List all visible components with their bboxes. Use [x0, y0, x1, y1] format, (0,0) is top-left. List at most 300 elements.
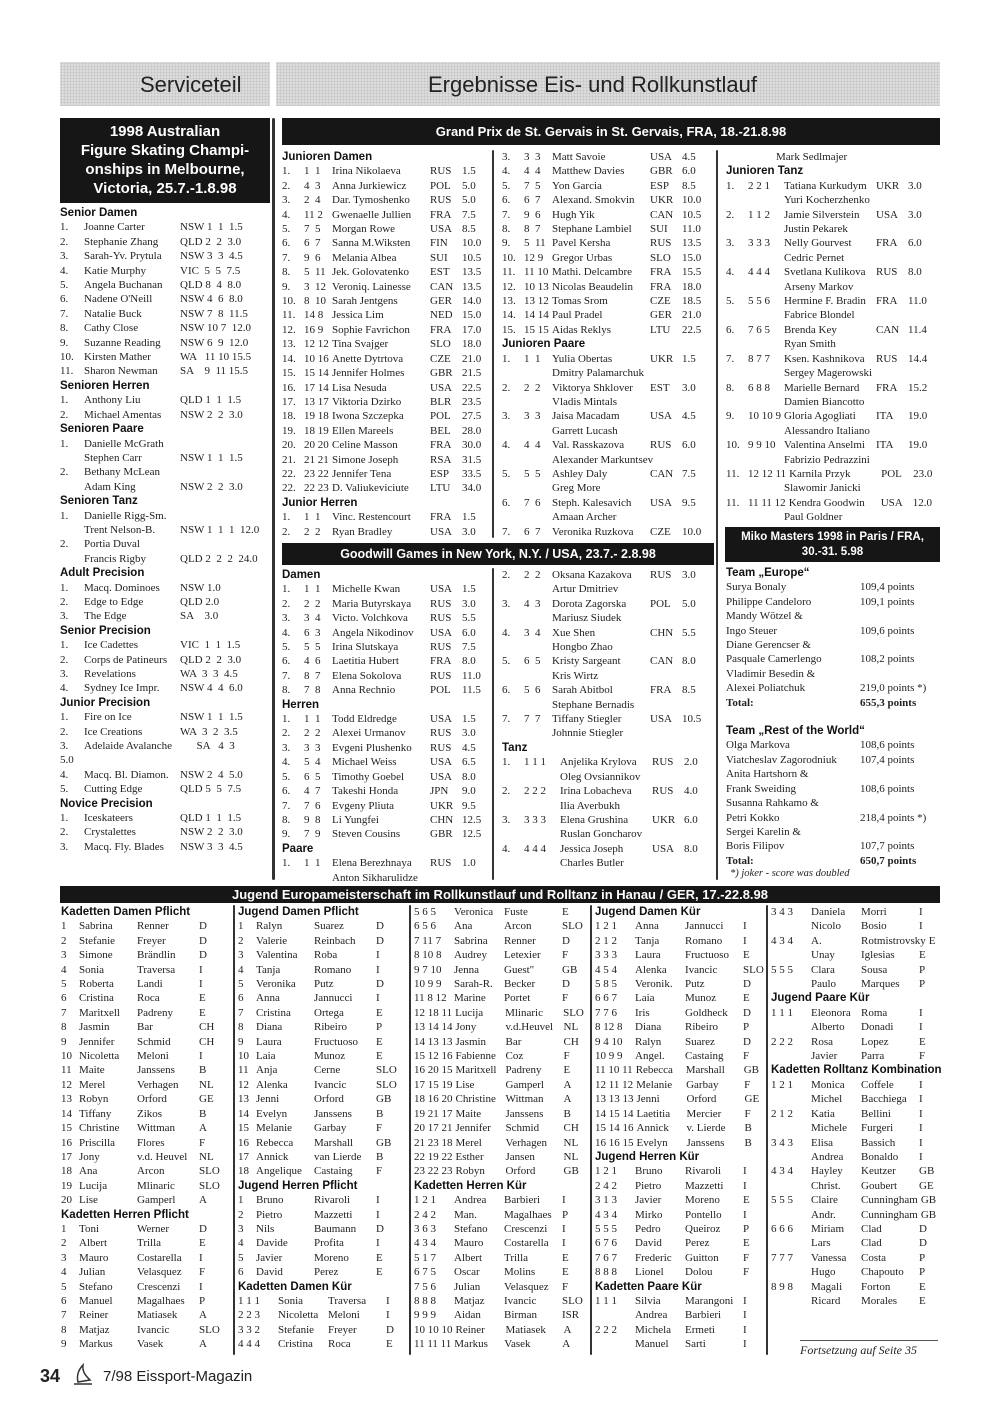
result-cell [748, 481, 784, 495]
result-cell: 16 9 [304, 323, 324, 336]
member-name: Pasquale Camerlengo [726, 653, 822, 666]
result-cell: 1 [61, 1222, 67, 1235]
result-cell: 17.0 [462, 323, 482, 336]
result-row [726, 265, 940, 279]
result-cell: Anton Sikharulidze [332, 871, 418, 884]
result-row [61, 1020, 233, 1034]
result-cell: 7. [502, 525, 511, 538]
result-row [771, 1107, 943, 1121]
result-cell [771, 1049, 811, 1063]
result-cell: 4. [282, 208, 291, 221]
result-cell [726, 280, 748, 294]
result-cell: Joanne Carter [84, 221, 145, 234]
result-cell: 3 3 [524, 410, 541, 423]
result-cell: Garrett Lucash [552, 424, 618, 437]
result-cell: Romano [314, 963, 352, 976]
result-cell [502, 799, 524, 813]
result-cell: 3. [726, 237, 735, 250]
result-cell: 17 15 19 [414, 1078, 453, 1091]
result-cell: Ilia Averbukh [560, 799, 620, 812]
result-cell: Kirsten Mather [84, 351, 151, 364]
result-cell: 15.5 [682, 266, 702, 279]
result-cell: Orford [314, 1093, 344, 1106]
result-cell [524, 770, 560, 784]
result-cell: Bellini [861, 1107, 891, 1120]
member-points: 219,0 points *) [860, 682, 927, 695]
magazine-logo-icon [70, 1362, 96, 1388]
result-cell: 7. [726, 352, 735, 365]
result-cell [748, 251, 784, 265]
result-cell: 7. [282, 251, 291, 264]
jugend-title: Jugend Europameisterschaft im Rollkunstlauf und Rolltanz in Hanau / GER, 17.-22.8.98 [60, 886, 940, 903]
member-name: Sergei Karelin & [726, 825, 801, 838]
result-row [282, 856, 490, 870]
result-cell [726, 337, 748, 351]
result-row [502, 827, 714, 841]
result-cell: I [743, 1179, 747, 1192]
result-cell: GB [562, 963, 578, 976]
result-cell: Yon Garcia [552, 179, 602, 192]
result-cell: Alberto [811, 1021, 845, 1034]
result-cell: GBR [430, 828, 453, 841]
result-row [282, 799, 490, 813]
result-cell: Garbay [686, 1078, 719, 1091]
result-cell [726, 222, 748, 236]
result-cell: 3 [61, 1251, 67, 1264]
result-cell: 7.5 [462, 641, 476, 654]
result-row [282, 352, 490, 366]
result-row [60, 725, 270, 739]
result-cell: SUI [430, 251, 448, 264]
result-cell [502, 827, 524, 841]
result-cell: 7 6 5 [748, 323, 770, 336]
result-row [595, 1265, 765, 1279]
result-cell: Arcon [137, 1165, 165, 1178]
result-cell: Kris Wirtz [552, 669, 599, 682]
group-heading: Kadetten Paare Kür [595, 1280, 702, 1293]
result-cell: Mlinaric [505, 1006, 543, 1019]
result-row [771, 1020, 943, 1034]
result-cell: Sarah Abitbol [552, 684, 613, 697]
result-cell: Jenni [256, 1093, 280, 1106]
result-cell: Michelle Kwan [332, 583, 401, 596]
result-cell: Lionel [635, 1266, 664, 1279]
result-cell: Donadi [861, 1021, 894, 1034]
result-cell [502, 669, 524, 683]
result-cell: 6 [238, 1266, 244, 1279]
result-cell: Paul Pradel [552, 309, 603, 322]
result-cell: Oscar [454, 1266, 480, 1279]
result-cell: Claire [811, 1194, 838, 1207]
result-cell: 10.5 [682, 208, 702, 221]
result-cell: Vasek [137, 1338, 164, 1351]
result-cell: EST [430, 266, 450, 279]
miko-results [726, 566, 940, 879]
result-cell: Man. [454, 1208, 477, 1221]
result-cell: Traversa [328, 1294, 367, 1307]
result-cell: 7. [502, 208, 511, 221]
result-cell: Vinc. Restencourt [332, 511, 411, 524]
result-cell: Orford [137, 1093, 167, 1106]
result-cell: Crystalettes [84, 826, 136, 839]
result-row [502, 582, 714, 596]
result-cell: Yulia Obertas [552, 352, 613, 365]
result-cell: Mauro [454, 1237, 484, 1250]
result-cell: Valentina Anselmi [784, 439, 865, 452]
result-cell: Bar [505, 1035, 522, 1048]
result-cell: B [199, 1107, 207, 1120]
result-cell: Adam King [84, 480, 136, 493]
result-cell: Mirko [635, 1208, 663, 1221]
result-cell: Cathy Close [84, 322, 139, 335]
result-cell: E [919, 1294, 926, 1307]
result-cell: 12. [282, 323, 296, 336]
result-row [595, 1193, 765, 1207]
result-cell: USA [430, 583, 453, 596]
result-cell: SA 3.0 [180, 610, 219, 623]
group-heading: Junioren Paare [502, 338, 586, 351]
result-row [595, 1208, 765, 1222]
result-cell: Schmid [505, 1122, 540, 1135]
result-row [282, 741, 490, 755]
result-cell: 4. [502, 626, 511, 639]
result-cell: Ruslan Goncharov [560, 828, 643, 841]
result-cell [771, 1208, 811, 1222]
member-name: Viatcheslav Zagorodniuk [726, 753, 837, 766]
result-row [502, 352, 714, 366]
result-row [502, 698, 714, 712]
result-cell: Perez [685, 1237, 710, 1250]
result-cell: Keutzer [861, 1165, 896, 1178]
result-cell: 7 6 [524, 496, 541, 509]
result-row [60, 235, 270, 249]
result-cell: ESP [430, 467, 449, 480]
result-cell: Slawomir Janicki [784, 482, 861, 495]
result-row [238, 1251, 408, 1265]
result-cell: 13 13 13 [595, 1093, 634, 1106]
result-cell: 8. [282, 813, 291, 826]
result-cell: Ivancic [314, 1078, 347, 1091]
group-heading: Kadetten Damen Pflicht [61, 906, 191, 918]
result-cell: 22.5 [462, 381, 482, 394]
result-cell: 18 19 [304, 424, 329, 437]
result-row [61, 1193, 233, 1207]
result-cell: 6.0 [682, 439, 696, 452]
result-cell: Roba [314, 949, 338, 962]
result-row [61, 934, 233, 948]
result-cell: Bar [137, 1021, 153, 1034]
result-cell: 18.0 [462, 338, 482, 351]
result-cell: Putz [314, 978, 334, 991]
result-cell: Nicolo [811, 920, 841, 933]
result-cell: 2. [60, 595, 69, 608]
result-cell: 3 4 3 [771, 906, 793, 918]
result-row [282, 755, 490, 769]
result-cell: Roma [861, 1006, 888, 1019]
result-cell: Fabrizio Pedrazzini [784, 453, 870, 466]
result-cell: 1. [282, 511, 291, 524]
result-cell: 5 [238, 1251, 244, 1264]
result-cell: 5 [238, 978, 244, 991]
result-row [238, 1236, 408, 1250]
result-cell: 9. [60, 336, 69, 349]
result-row [502, 222, 714, 236]
column-divider [590, 905, 592, 1355]
result-row [502, 799, 714, 813]
result-cell: 1 2 1 [595, 920, 617, 933]
result-cell: Jennifer [79, 1035, 115, 1048]
result-cell: Portia Duval [84, 538, 140, 551]
result-cell: 5 8 5 [595, 978, 617, 991]
result-cell: 11 11 12 [748, 496, 786, 509]
result-row [61, 977, 233, 991]
result-row [61, 991, 233, 1005]
result-row [238, 1092, 408, 1106]
result-cell: RUS [650, 237, 672, 250]
result-cell: 9 8 [304, 813, 321, 826]
result-cell: Morgan Rowe [332, 223, 396, 236]
result-cell: 15. [282, 367, 296, 380]
result-cell: Goubert [861, 1179, 898, 1192]
result-cell [430, 871, 462, 885]
result-cell [726, 510, 748, 524]
result-cell: Gloria Agogliati [784, 410, 856, 423]
result-cell: 6. [726, 323, 735, 336]
result-row [61, 1323, 233, 1337]
result-cell: 4. [502, 842, 511, 855]
result-cell: SA 4 3 [180, 740, 235, 753]
result-cell: 6 7 6 [595, 1237, 617, 1250]
result-cell: 5.5 [682, 626, 696, 639]
result-cell: Angela Nikodinov [332, 626, 414, 639]
team-member-row [726, 667, 940, 681]
result-cell [652, 827, 684, 841]
result-cell: 27.5 [462, 410, 482, 423]
result-cell: Javier [635, 1194, 662, 1207]
result-cell: Todd Eldredge [332, 713, 397, 726]
result-cell: ISR [562, 1309, 580, 1322]
result-row [282, 683, 490, 697]
result-cell: Iceskateers [84, 812, 133, 825]
result-row [414, 948, 589, 962]
result-cell [524, 799, 560, 813]
result-cell: van Lierde [314, 1150, 362, 1163]
group-heading: Senioren Tanz [60, 495, 138, 508]
result-cell: Irina Nikolaeva [332, 165, 401, 178]
result-row [282, 251, 490, 265]
result-cell [502, 395, 524, 409]
result-cell: Julian [454, 1280, 481, 1293]
result-cell: Oksana Kazakova [552, 569, 632, 581]
result-row [771, 905, 943, 919]
result-cell: Orford [505, 1165, 536, 1178]
result-cell [748, 366, 784, 380]
result-row [595, 1251, 765, 1265]
result-row [771, 1150, 943, 1164]
result-row [61, 1337, 233, 1351]
result-cell: 12 18 11 [414, 1006, 453, 1019]
result-cell: David [256, 1266, 283, 1279]
result-cell: Reinbach [314, 934, 356, 947]
result-cell: 12. [502, 280, 516, 293]
result-cell: Costarella [137, 1251, 182, 1264]
result-cell: D [386, 1323, 394, 1336]
result-row [282, 208, 490, 222]
result-cell: Manuel [635, 1338, 669, 1351]
result-cell: Profita [314, 1237, 344, 1250]
result-row [61, 1179, 233, 1193]
result-cell: F [376, 1165, 383, 1178]
result-cell: RSA [430, 453, 452, 466]
result-row [282, 582, 490, 596]
result-cell: I [919, 1078, 923, 1091]
result-row [771, 1121, 943, 1135]
result-cell: 5. [282, 223, 291, 236]
result-cell: Anjelika Krylova [560, 756, 637, 769]
result-row [238, 948, 408, 962]
grandprix-column [726, 150, 940, 525]
result-row [502, 510, 714, 524]
result-row [502, 770, 714, 784]
result-cell: 15 15 [524, 323, 549, 336]
result-cell: GBR [650, 165, 673, 178]
result-cell: Laia [635, 992, 655, 1005]
result-cell: Trent Nelson-B. [84, 523, 156, 536]
result-cell: UKR [650, 194, 674, 207]
result-cell: Pontello [685, 1208, 722, 1221]
result-cell: 9 9 9 [414, 1309, 436, 1322]
result-cell [876, 453, 908, 467]
grandprix-column [502, 150, 714, 539]
result-cell: 1. [60, 639, 69, 652]
result-cell: Viktoria Dzirko [332, 395, 402, 408]
result-cell: 11 2 [304, 208, 323, 221]
group-heading: Kadetten Damen Kür [238, 1280, 352, 1293]
team-member-row [726, 825, 940, 839]
result-row [238, 1035, 408, 1049]
result-row [771, 1251, 943, 1265]
result-cell: Davide [256, 1237, 288, 1250]
result-cell: Christ. [811, 1179, 841, 1192]
result-cell: FRA [876, 237, 898, 250]
result-cell: 21 23 18 [414, 1136, 453, 1149]
result-cell: F [744, 1078, 751, 1091]
result-cell: NSW 4 4 6.0 [180, 682, 243, 695]
result-cell: Birman [504, 1309, 537, 1322]
result-row [61, 1049, 233, 1063]
result-row [726, 208, 940, 222]
result-row [595, 1078, 765, 1092]
result-row [60, 249, 270, 263]
result-cell: 1 1 [304, 583, 321, 596]
result-cell: Jony [455, 1021, 477, 1034]
result-cell: Fructuoso [685, 949, 729, 962]
result-cell: Magali [811, 1280, 843, 1293]
result-row [60, 480, 270, 494]
result-row [282, 770, 490, 784]
result-cell: Tina Svajger [332, 338, 389, 351]
result-cell: Lisa Nesuda [332, 381, 387, 394]
result-cell: 14.4 [908, 352, 928, 365]
result-cell: Ricard [811, 1294, 841, 1307]
result-cell: Alessandro Italiano [784, 424, 870, 437]
result-cell: Robyn [79, 1093, 109, 1106]
result-row [502, 409, 714, 423]
section-title: Serviceteil [140, 72, 242, 97]
result-row [502, 424, 714, 438]
result-row [238, 1049, 408, 1063]
grandprix-title: Grand Prix de St. Gervais in St. Gervais, FRA, 18.-21.8.98 [282, 118, 940, 145]
joker-footnote: *) joker - score was doubled [730, 868, 850, 880]
result-row [61, 1092, 233, 1106]
result-row [282, 640, 490, 654]
result-cell: A [562, 1338, 571, 1351]
result-cell: 6. [502, 194, 511, 207]
result-row [502, 294, 714, 308]
result-cell: Hayley [811, 1165, 843, 1178]
result-cell: E [376, 1006, 383, 1019]
result-cell: Ryan Bradley [332, 525, 393, 538]
result-row [771, 1092, 943, 1106]
result-cell: 4 7 [304, 785, 321, 798]
result-cell: I [199, 1280, 203, 1293]
result-cell: Guitton [685, 1251, 719, 1264]
member-name: Frank Sweiding [726, 782, 796, 795]
team-member-row [726, 839, 940, 853]
result-row [502, 265, 714, 279]
result-row [61, 1136, 233, 1150]
result-cell: A. [811, 934, 822, 947]
jugend-column [238, 905, 408, 1352]
result-cell [771, 1294, 811, 1308]
result-row [726, 496, 940, 510]
group-heading: Junioren Damen [282, 151, 373, 163]
result-cell: 7 [61, 1006, 67, 1019]
group-heading: Jugend Damen Pflicht [238, 906, 359, 918]
result-cell: Charles Butler [560, 857, 624, 870]
result-cell: 10 [238, 1050, 249, 1063]
result-cell: Jessica Joseph [560, 842, 624, 855]
result-cell: Gamperl [137, 1194, 176, 1207]
result-cell: 13 14 14 [414, 1021, 453, 1034]
result-cell: FRA [876, 295, 898, 308]
result-cell: Moreno [685, 1194, 720, 1207]
result-cell [84, 753, 180, 767]
result-cell: Macq. Bl. Diamon. [84, 768, 169, 781]
result-cell: 1. [282, 165, 291, 178]
result-row [60, 581, 270, 595]
member-points: 108,6 points [860, 739, 915, 752]
result-row [726, 467, 940, 481]
result-cell: 1 1 [304, 713, 321, 726]
result-cell: NL [199, 1150, 214, 1163]
result-cell: Jennifer Tena [332, 467, 392, 480]
result-cell: Arseny Markov [784, 280, 854, 293]
result-row [502, 208, 714, 222]
result-row [61, 1121, 233, 1135]
result-cell: D [199, 920, 207, 933]
result-cell: 6. [60, 293, 69, 306]
result-cell: D [376, 920, 384, 933]
result-cell: Cutting Edge [84, 783, 143, 796]
result-cell: Alenka [635, 963, 667, 976]
result-cell [771, 1236, 811, 1250]
result-cell: Dorota Zagorska [552, 597, 627, 610]
result-cell: I [919, 1122, 923, 1135]
result-cell: Jasmin [455, 1035, 487, 1048]
title-line: 30.-31. 5.98 [801, 546, 864, 558]
result-cell: FRA [650, 684, 672, 697]
